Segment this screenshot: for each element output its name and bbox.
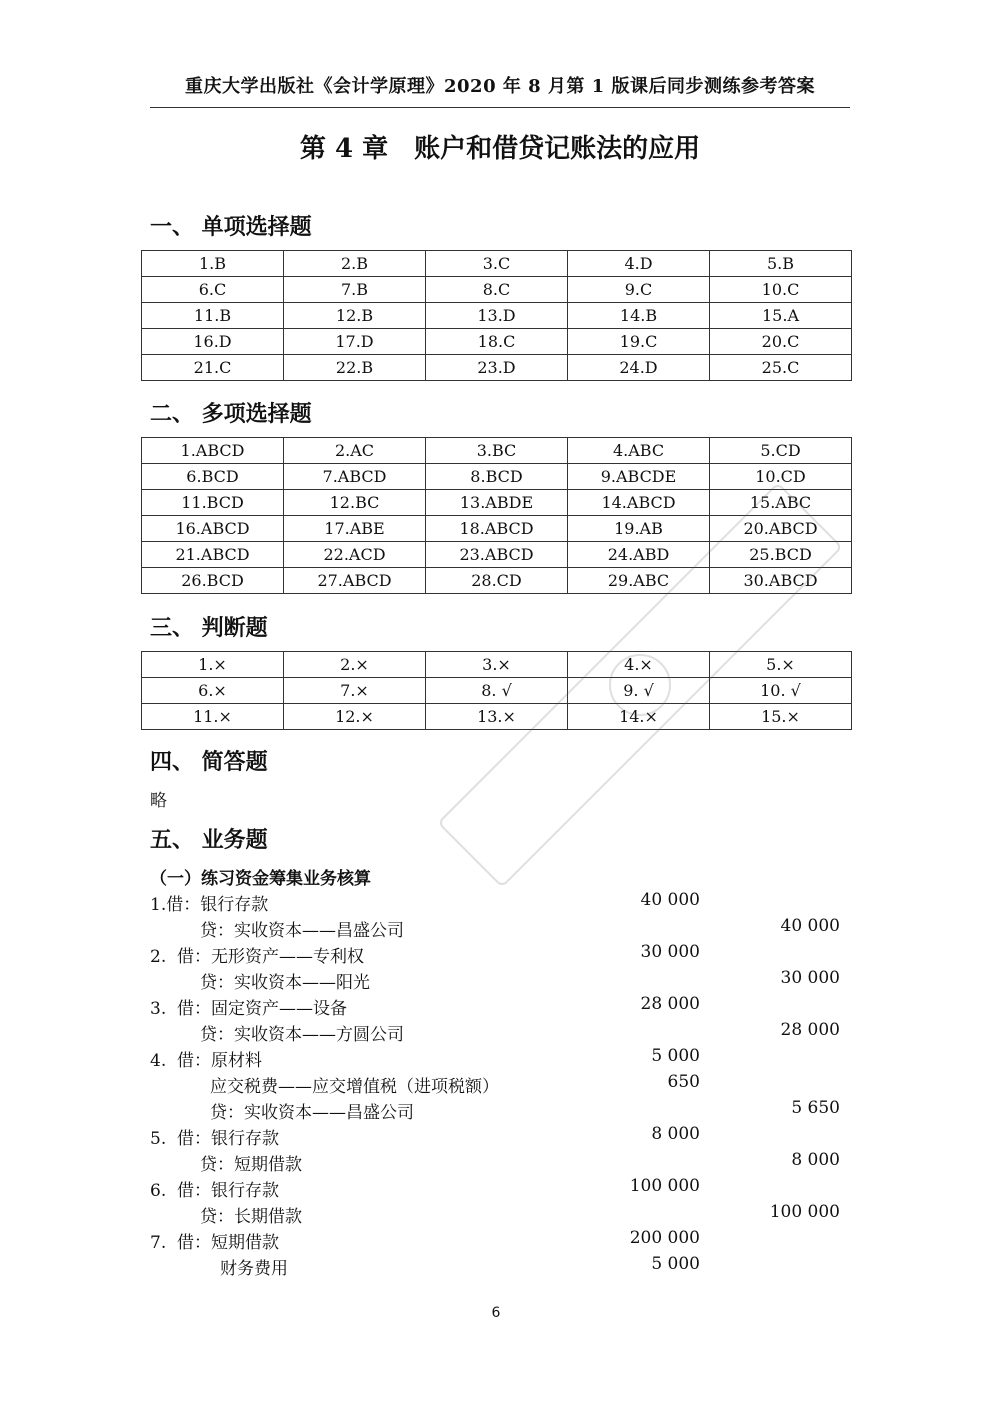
answer-cell: 3.× (426, 652, 568, 678)
answer-cell: 13.× (426, 704, 568, 730)
answer-row (142, 464, 852, 490)
journal-line-text: 5. 借：银行存款 (150, 1129, 280, 1149)
answer-cell: 29.ABC (568, 568, 710, 594)
section-short-answer-title: 四、 简答题 (150, 749, 268, 775)
answer-cell: 9.C (568, 277, 710, 303)
answer-cell: 18.C (426, 329, 568, 355)
answer-cell: 19.C (568, 329, 710, 355)
journal-line-text: 4. 借：原材料 (150, 1051, 263, 1071)
answer-cell: 23.ABCD (426, 542, 568, 568)
answer-cell: 20.C (710, 329, 852, 355)
single-choice-answer-table (141, 250, 852, 381)
answer-row (142, 704, 852, 730)
answer-cell: 25.BCD (710, 542, 852, 568)
answer-cell: 1.B (142, 251, 284, 277)
answer-cell: 21.C (142, 355, 284, 381)
answer-cell: 9.ABCDE (568, 464, 710, 490)
answer-row (142, 652, 852, 678)
debit-amount: 5 000 (651, 1046, 700, 1066)
answer-cell: 2.× (284, 652, 426, 678)
true-false-answer-table (141, 651, 852, 730)
answer-cell: 12.BC (284, 490, 426, 516)
answer-row (142, 516, 852, 542)
answer-cell: 21.ABCD (142, 542, 284, 568)
journal-line-text: 财务费用 (220, 1259, 288, 1279)
answer-row (142, 355, 852, 381)
section-single-choice-title: 一、 单项选择题 (150, 214, 312, 240)
journal-line-text: 贷：实收资本——方圆公司 (200, 1025, 404, 1045)
debit-amount: 5 000 (651, 1254, 700, 1274)
section-multi-choice-title: 二、 多项选择题 (150, 401, 312, 427)
answer-cell: 2.AC (284, 438, 426, 464)
debit-amount: 650 (667, 1072, 700, 1092)
answer-cell: 3.C (426, 251, 568, 277)
debit-amount: 40 000 (640, 890, 700, 910)
journal-line-text: 6. 借：银行存款 (150, 1181, 280, 1201)
answer-cell: 15.A (710, 303, 852, 329)
answer-cell: 11.B (142, 303, 284, 329)
debit-amount: 200 000 (629, 1228, 700, 1248)
answer-cell: 8.C (426, 277, 568, 303)
answer-cell: 6.C (142, 277, 284, 303)
journal-line-text: 贷：长期借款 (200, 1207, 302, 1227)
answer-cell: 15.× (710, 704, 852, 730)
answer-row (142, 542, 852, 568)
answer-cell: 3.BC (426, 438, 568, 464)
answer-cell: 24.D (568, 355, 710, 381)
journal-line-text: 3. 借：固定资产——设备 (150, 999, 348, 1019)
page-header: 重庆大学出版社《会计学原理》2020 年 8 月第 1 版课后同步测练参考答案 (150, 72, 850, 108)
page-number: 6 (491, 1305, 501, 1321)
journal-line-text: 贷：实收资本——昌盛公司 (210, 1103, 414, 1123)
answer-cell: 5.× (710, 652, 852, 678)
answer-cell: 13.ABDE (426, 490, 568, 516)
answer-cell: 16.ABCD (142, 516, 284, 542)
answer-cell: 14.B (568, 303, 710, 329)
debit-amount: 30 000 (640, 942, 700, 962)
answer-cell: 20.ABCD (710, 516, 852, 542)
credit-amount: 8 000 (791, 1150, 840, 1170)
answer-cell: 6.× (142, 678, 284, 704)
answer-cell: 4.× (568, 652, 710, 678)
answer-cell: 12.× (284, 704, 426, 730)
answer-cell: 28.CD (426, 568, 568, 594)
answer-cell: 17.ABE (284, 516, 426, 542)
answer-cell: 17.D (284, 329, 426, 355)
answer-cell: 7.B (284, 277, 426, 303)
journal-line-text: 1.借：银行存款 (150, 895, 269, 915)
answer-row (142, 568, 852, 594)
answer-cell: 13.D (426, 303, 568, 329)
answer-row (142, 251, 852, 277)
journal-line-text: 7. 借：短期借款 (150, 1233, 280, 1253)
answer-cell: 1.ABCD (142, 438, 284, 464)
credit-amount: 40 000 (780, 916, 840, 936)
answer-cell: 8. √ (426, 678, 568, 704)
chapter-title: 第 4 章 账户和借贷记账法的应用 (299, 134, 701, 164)
answer-cell: 18.ABCD (426, 516, 568, 542)
answer-cell: 10.CD (710, 464, 852, 490)
answer-cell: 24.ABD (568, 542, 710, 568)
credit-amount: 5 650 (791, 1098, 840, 1118)
answer-cell: 5.B (710, 251, 852, 277)
answer-cell: 22.B (284, 355, 426, 381)
section-business-title: 五、 业务题 (150, 827, 268, 853)
debit-amount: 100 000 (629, 1176, 700, 1196)
answer-cell: 10.C (710, 277, 852, 303)
credit-amount: 28 000 (780, 1020, 840, 1040)
section-true-false-title: 三、 判断题 (150, 615, 268, 641)
answer-cell: 26.BCD (142, 568, 284, 594)
answer-row (142, 277, 852, 303)
answer-row (142, 490, 852, 516)
credit-amount: 30 000 (780, 968, 840, 988)
journal-line-text: 贷：短期借款 (200, 1155, 302, 1175)
answer-cell: 16.D (142, 329, 284, 355)
answer-row (142, 678, 852, 704)
answer-cell: 4.ABC (568, 438, 710, 464)
answer-row (142, 329, 852, 355)
multi-choice-answer-table (141, 437, 852, 594)
debit-amount: 8 000 (651, 1124, 700, 1144)
answer-cell: 11.× (142, 704, 284, 730)
answer-cell: 1.× (142, 652, 284, 678)
answer-cell: 14.ABCD (568, 490, 710, 516)
answer-cell: 15.ABC (710, 490, 852, 516)
answer-cell: 11.BCD (142, 490, 284, 516)
journal-line-text: 贷：实收资本——阳光 (200, 973, 370, 993)
answer-cell: 7.× (284, 678, 426, 704)
answer-cell: 22.ACD (284, 542, 426, 568)
answer-cell: 25.C (710, 355, 852, 381)
subsection-title: （一）练习资金筹集业务核算 (150, 869, 371, 889)
answer-cell: 23.D (426, 355, 568, 381)
answer-cell: 2.B (284, 251, 426, 277)
journal-line-text: 2. 借：无形资产——专利权 (150, 947, 365, 967)
debit-amount: 28 000 (640, 994, 700, 1014)
answer-cell: 4.D (568, 251, 710, 277)
answer-row (142, 438, 852, 464)
answer-cell: 14.× (568, 704, 710, 730)
journal-line-text: 贷：实收资本——昌盛公司 (200, 921, 404, 941)
answer-cell: 12.B (284, 303, 426, 329)
answer-cell: 9. √ (568, 678, 710, 704)
short-answer-text: 略 (150, 791, 167, 811)
answer-cell: 5.CD (710, 438, 852, 464)
answer-cell: 8.BCD (426, 464, 568, 490)
answer-cell: 19.AB (568, 516, 710, 542)
answer-cell: 30.ABCD (710, 568, 852, 594)
credit-amount: 100 000 (769, 1202, 840, 1222)
answer-cell: 7.ABCD (284, 464, 426, 490)
answer-cell: 27.ABCD (284, 568, 426, 594)
journal-line-text: 应交税费——应交增值税（进项税额） (210, 1077, 499, 1097)
answer-cell: 10. √ (710, 678, 852, 704)
answer-row (142, 303, 852, 329)
answer-cell: 6.BCD (142, 464, 284, 490)
